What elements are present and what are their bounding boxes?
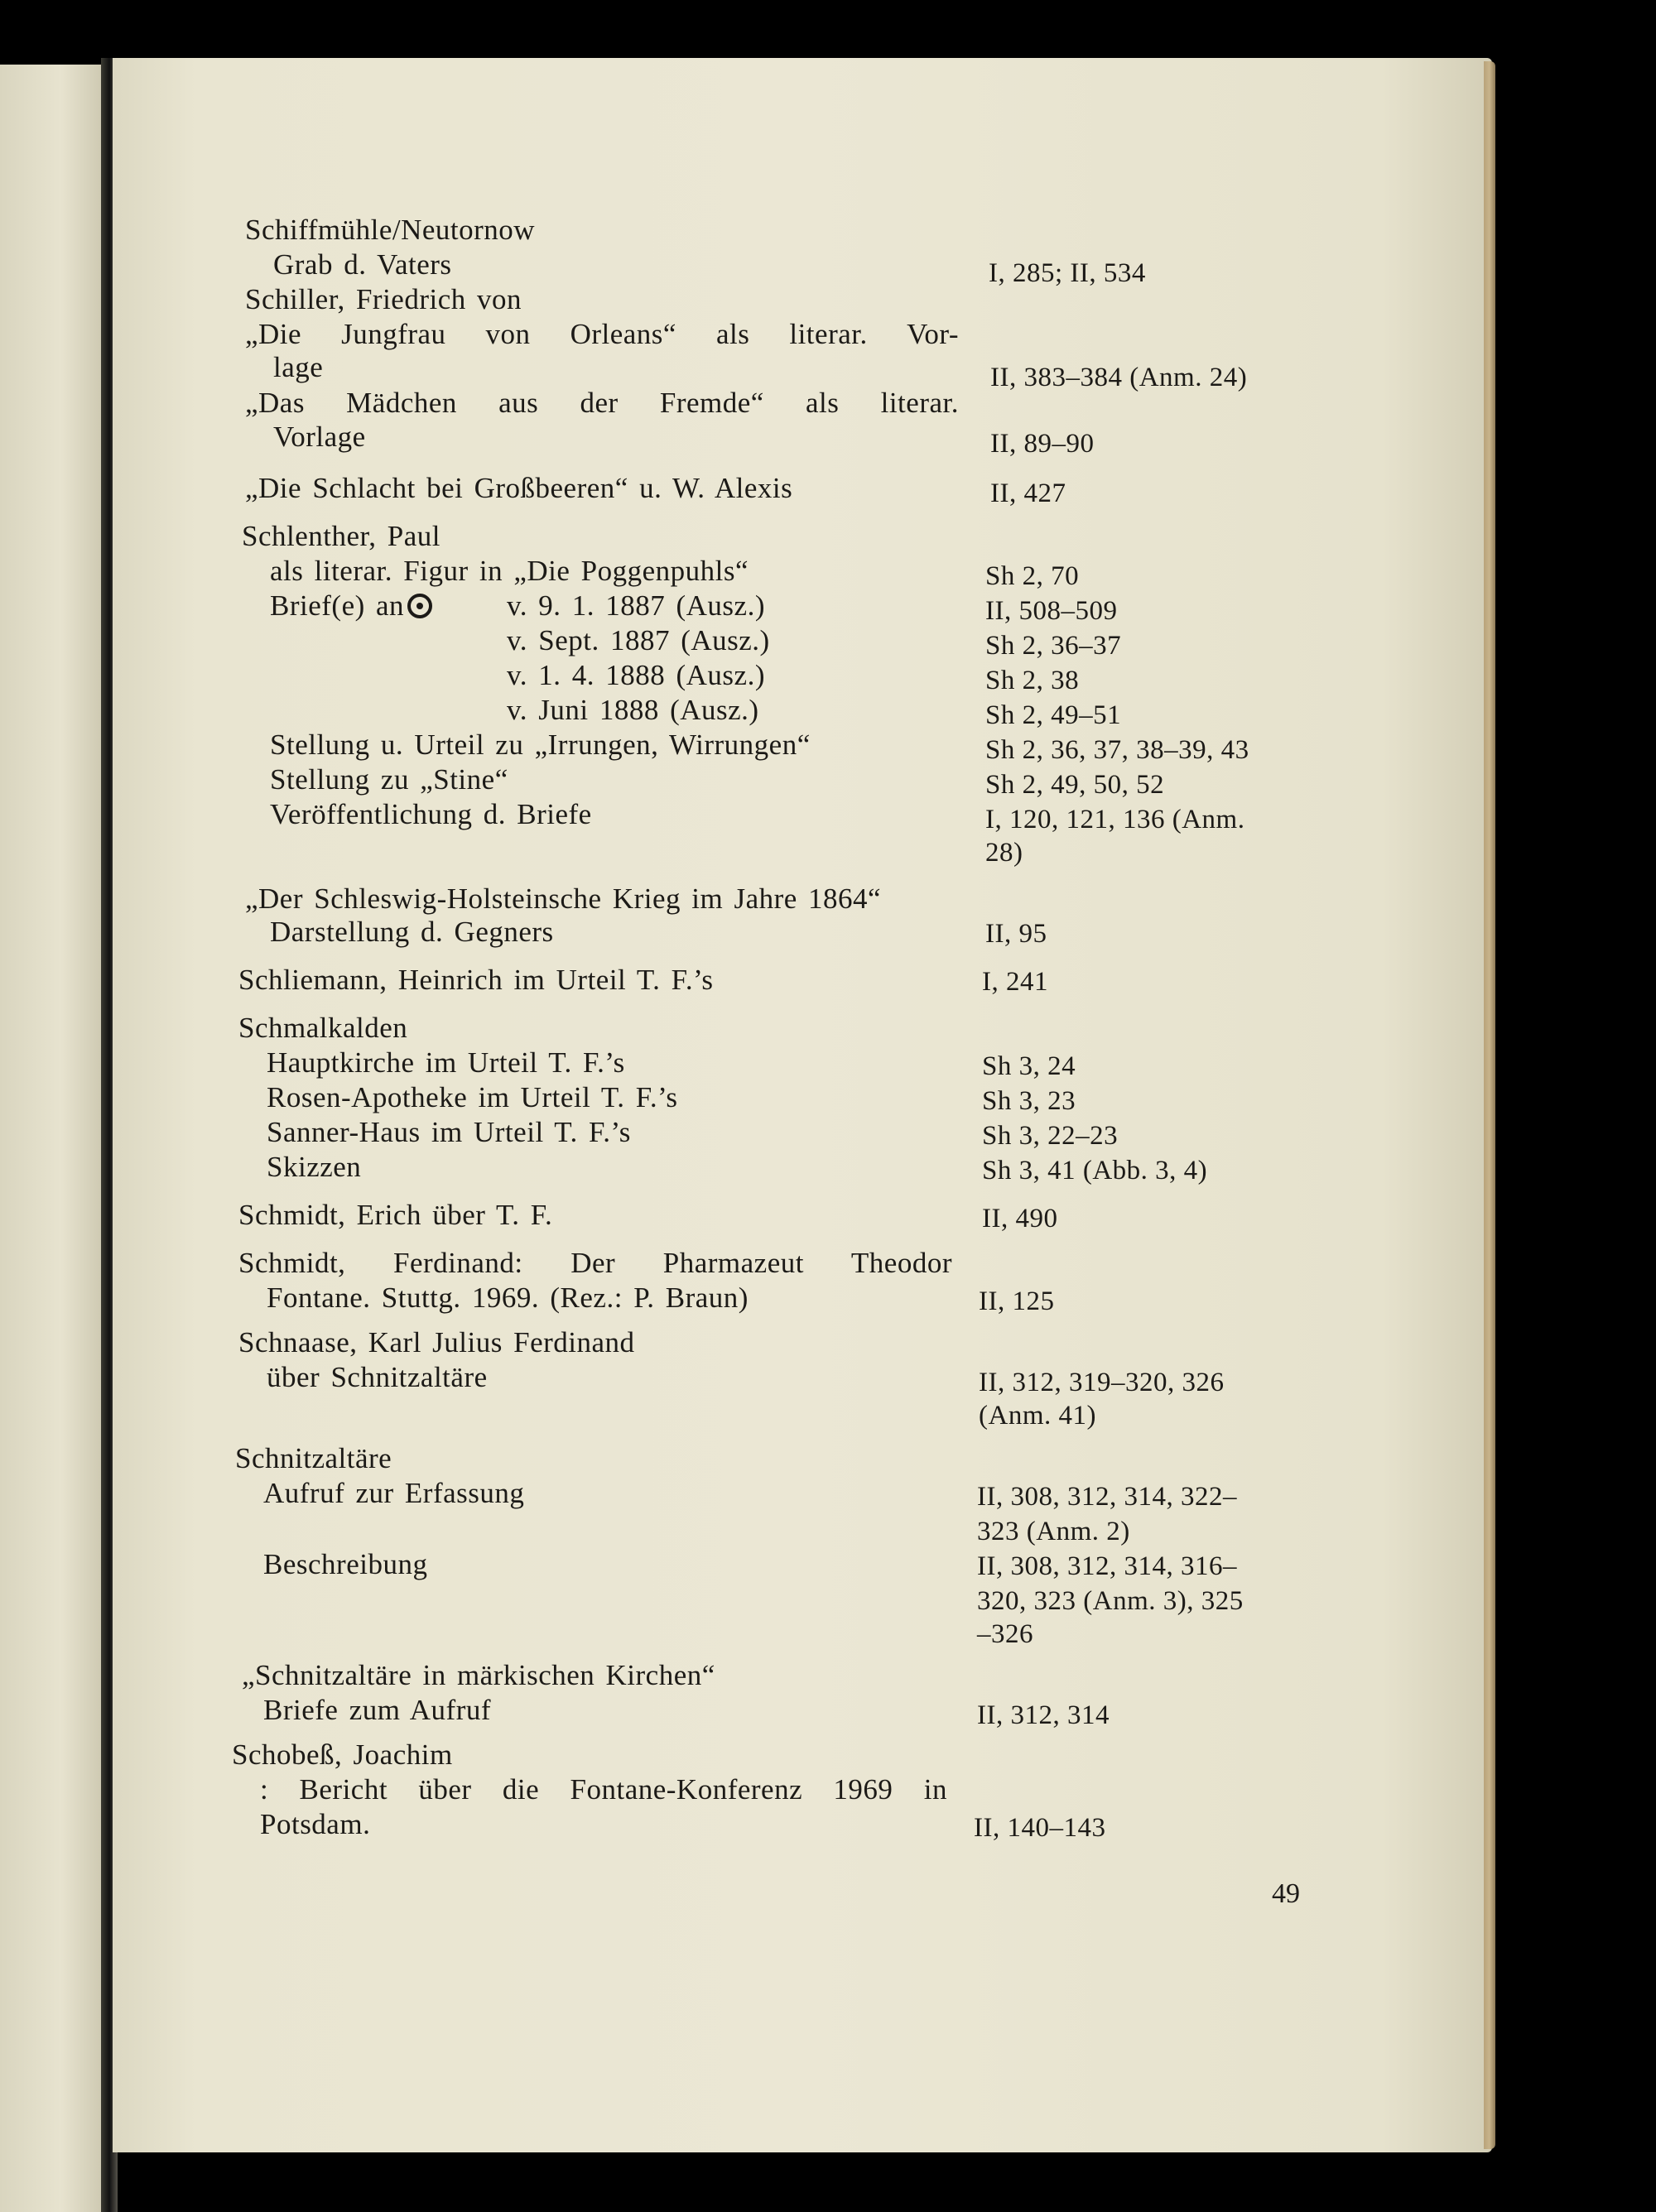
index-subentry: Veröffentlichung d. Briefe (270, 798, 592, 830)
page-reference: II, 140–143 (974, 1813, 1106, 1843)
index-heading: Schiffmühle/Neutornow (245, 214, 536, 246)
page-reference-continuation: 320, 323 (Anm. 3), 325 (977, 1586, 1244, 1616)
index-heading: „Schnitzaltäre in märkischen Kirchen“ (242, 1659, 715, 1691)
index-subentry: Hauptkirche im Urteil T. F.’s (267, 1046, 625, 1079)
index-subentry: Grab d. Vaters (273, 248, 452, 281)
page-reference: II, 308, 312, 314, 316– (977, 1551, 1237, 1581)
index-subentry: : Bericht über die Fontane-Konferenz 1969 in (260, 1773, 947, 1806)
index-subentry: Beschreibung (263, 1548, 428, 1580)
index-subentry (270, 589, 437, 623)
page-edge (1484, 61, 1495, 2149)
page-reference: II, 125 (979, 1286, 1055, 1316)
index-subentry: Stellung zu „Stine“ (270, 763, 508, 796)
index-heading: Schmalkalden (238, 1012, 408, 1044)
page-reference: Sh 2, 38 (985, 666, 1080, 695)
index-subentry: als literar. Figur in „Die Poggenpuhls“ (270, 555, 749, 587)
index-subentry: Aufruf zur Erfassung (263, 1477, 525, 1509)
page-reference: II, 312, 319–320, 326 (979, 1368, 1225, 1397)
page-reference: II, 312, 314 (977, 1700, 1110, 1730)
page-reference: Sh 2, 49, 50, 52 (985, 770, 1165, 800)
index-subentry: Skizzen (267, 1151, 362, 1183)
page-reference-continuation: (Anm. 41) (979, 1401, 1096, 1431)
page-reference: II, 383–384 (Anm. 24) (990, 363, 1248, 392)
index-subentry: über Schnitzaltäre (267, 1361, 488, 1393)
letter-date: v. Juni 1888 (Ausz.) (507, 694, 759, 726)
page-number: 49 (1272, 1878, 1300, 1909)
index-heading: Schlenther, Paul (242, 520, 440, 552)
index-heading: Schmidt, Ferdinand: Der Pharmazeut Theodor (238, 1247, 952, 1279)
index-heading: Schobeß, Joachim (232, 1738, 453, 1771)
page-reference: II, 508–509 (985, 596, 1118, 626)
page-reference: Sh 2, 36–37 (985, 631, 1122, 661)
index-subentry: Briefe zum Aufruf (263, 1694, 492, 1726)
letter-date: v. 1. 4. 1888 (Ausz.) (507, 659, 765, 691)
index-subentry: Darstellung d. Gegners (270, 916, 554, 948)
page-reference: II, 427 (990, 478, 1066, 508)
index-heading-continuation: Fontane. Stuttg. 1969. (Rez.: P. Braun) (267, 1282, 749, 1314)
target-circle-icon (407, 594, 432, 618)
page-reference: Sh 3, 22–23 (982, 1121, 1119, 1151)
page-reference: I, 241 (982, 967, 1048, 997)
index-subentry: Rosen-Apotheke im Urteil T. F.’s (267, 1081, 678, 1113)
page-reference: I, 120, 121, 136 (Anm. (985, 805, 1245, 834)
index-subentry: Stellung u. Urteil zu „Irrungen, Wirrungen“ (270, 729, 811, 761)
letter-date: v. 9. 1. 1887 (Ausz.) (507, 589, 765, 622)
page-reference-continuation: 323 (Anm. 2) (977, 1517, 1130, 1546)
page-reference: Sh 2, 36, 37, 38–39, 43 (985, 735, 1249, 765)
index-heading: „Der Schleswig-Holsteinsche Krieg im Jahre 1864“ (245, 882, 882, 915)
page-reference: Sh 2, 49–51 (985, 700, 1122, 730)
index-subentry: „Das Mädchen aus der Fremde“ als literar. (245, 387, 959, 419)
index-subentry: Sanner-Haus im Urteil T. F.’s (267, 1116, 631, 1148)
index-subentry-label: Brief(e) an (270, 589, 405, 622)
letter-date: v. Sept. 1887 (Ausz.) (507, 624, 770, 656)
page-reference: II, 95 (985, 919, 1047, 949)
index-subentry-continuation: lage (273, 351, 324, 383)
page-reference: Sh 3, 24 (982, 1051, 1076, 1081)
index-heading: Schmidt, Erich über T. F. (238, 1199, 553, 1231)
index-subentry: „Die Jungfrau von Orleans“ als literar. Vor- (245, 318, 959, 350)
index-heading: Schnaase, Karl Julius Ferdinand (238, 1326, 635, 1358)
page-reference: II, 490 (982, 1204, 1058, 1233)
index-heading: Schnitzaltäre (235, 1442, 392, 1474)
page-reference-continuation: 28) (985, 838, 1023, 868)
page-reference: Sh 3, 41 (Abb. 3, 4) (982, 1156, 1208, 1185)
index-subentry-continuation: Vorlage (273, 421, 366, 453)
page-reference: Sh 2, 70 (985, 561, 1080, 591)
page-reference: I, 285; II, 534 (989, 258, 1146, 288)
index-heading: Schliemann, Heinrich im Urteil T. F.’s (238, 964, 714, 996)
page-reference-continuation: –326 (977, 1619, 1033, 1649)
index-subentry-continuation: Potsdam. (260, 1808, 371, 1840)
index-heading: „Die Schlacht bei Großbeeren“ u. W. Alexis (245, 472, 793, 504)
page-reference: II, 308, 312, 314, 322– (977, 1482, 1237, 1512)
page-reference: Sh 3, 23 (982, 1086, 1076, 1116)
left-page-edge (0, 65, 101, 2212)
index-heading: Schiller, Friedrich von (245, 283, 522, 315)
page-reference: II, 89–90 (990, 429, 1095, 459)
